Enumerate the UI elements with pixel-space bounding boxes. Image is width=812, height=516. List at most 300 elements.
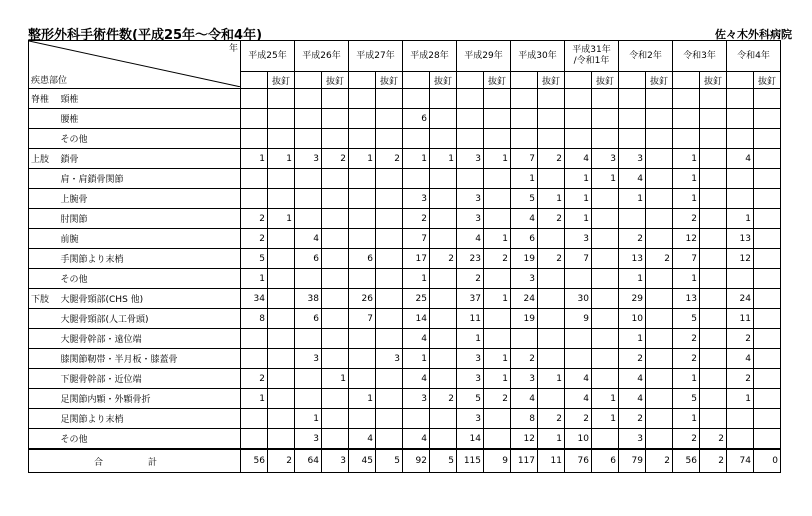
count-cell: [727, 409, 754, 429]
year-header: 平成29年: [457, 41, 511, 72]
count-cell: 13: [673, 289, 700, 309]
count-cell: [241, 129, 268, 149]
count-cell: 4: [403, 429, 430, 450]
nail-removal-cell: [646, 229, 673, 249]
nail-removal-cell: 3: [592, 149, 619, 169]
count-cell: 4: [565, 149, 592, 169]
nail-removal-cell: [700, 229, 727, 249]
count-cell: 4: [727, 349, 754, 369]
count-cell: [295, 269, 322, 289]
count-cell: [565, 269, 592, 289]
count-cell: [511, 329, 538, 349]
count-cell: 6: [295, 309, 322, 329]
year-header: 平成30年: [511, 41, 565, 72]
count-cell: 5: [241, 249, 268, 269]
part-label: 上腕骨: [59, 189, 241, 209]
nail-removal-cell: [484, 409, 511, 429]
part-label: その他: [59, 129, 241, 149]
nail-removal-cell: [700, 169, 727, 189]
nail-removal-cell: [646, 329, 673, 349]
part-label: その他: [59, 269, 241, 289]
count-cell: 1: [673, 169, 700, 189]
total-count-cell: 45: [349, 449, 376, 473]
count-cell: [457, 109, 484, 129]
nail-removal-cell: [754, 389, 781, 409]
nail-removal-cell: 1: [592, 409, 619, 429]
count-cell: [403, 129, 430, 149]
count-cell: [403, 89, 430, 109]
count-cell: 7: [349, 309, 376, 329]
count-cell: [727, 129, 754, 149]
nail-removal-cell: [322, 289, 349, 309]
count-cell: 2: [241, 229, 268, 249]
count-cell: 4: [349, 429, 376, 450]
count-cell: 1: [565, 169, 592, 189]
nail-removal-cell: [538, 389, 565, 409]
count-cell: 4: [565, 389, 592, 409]
total-nail-removal-cell: 11: [538, 449, 565, 473]
nail-removal-cell: [430, 269, 457, 289]
count-cell: 2: [673, 349, 700, 369]
nail-removal-cell: [754, 329, 781, 349]
count-cell: 1: [673, 269, 700, 289]
total-nail-removal-cell: 0: [754, 449, 781, 473]
count-cell: [727, 189, 754, 209]
count-cell: [349, 269, 376, 289]
nail-removal-cell: [754, 409, 781, 429]
count-cell: 3: [619, 429, 646, 450]
count-cell: [619, 109, 646, 129]
nail-removal-cell: [322, 249, 349, 269]
region-label: [29, 429, 59, 450]
nail-removal-cell: [538, 229, 565, 249]
count-cell: 1: [241, 389, 268, 409]
nail-removal-cell: 2: [646, 249, 673, 269]
nail-removal-cell: [700, 189, 727, 209]
count-cell: [727, 269, 754, 289]
nail-removal-cell: 2: [538, 149, 565, 169]
count-cell: 1: [403, 269, 430, 289]
count-cell: 34: [241, 289, 268, 309]
nail-removal-cell: [430, 169, 457, 189]
nail-removal-cell: [700, 89, 727, 109]
nail-removal-cell: [376, 269, 403, 289]
table-row: [29, 129, 781, 149]
nail-removal-cell: [700, 209, 727, 229]
count-cell: 2: [511, 349, 538, 369]
nail-removal-cell: [538, 329, 565, 349]
nail-removal-cell: 1: [592, 169, 619, 189]
count-cell: [403, 169, 430, 189]
nail-removal-cell: [538, 89, 565, 109]
hospital-name: 佐々木外科病院: [715, 28, 792, 41]
total-count-cell: 76: [565, 449, 592, 473]
nail-removal-cell: 1: [538, 189, 565, 209]
nail-removal-cell: [754, 149, 781, 169]
count-cell: 3: [457, 149, 484, 169]
region-label: [29, 369, 59, 389]
nail-removal-cell: [700, 289, 727, 309]
year-header: 令和3年: [673, 41, 727, 72]
nail-removal-cell: [268, 229, 295, 249]
count-cell: 6: [511, 229, 538, 249]
count-cell: 3: [457, 349, 484, 369]
count-cell: 1: [241, 269, 268, 289]
nail-removal-cell: [322, 229, 349, 249]
nail-removal-cell: [322, 109, 349, 129]
part-label: その他: [59, 429, 241, 450]
count-cell: 3: [511, 369, 538, 389]
count-cell: 1: [349, 149, 376, 169]
count-cell: 3: [295, 349, 322, 369]
count-cell: [295, 209, 322, 229]
part-label: 膝関節靭帯・半月板・膝蓋骨: [59, 349, 241, 369]
count-cell: 4: [511, 389, 538, 409]
nail-removal-cell: [700, 389, 727, 409]
nail-removal-cell: [376, 209, 403, 229]
count-cell: 1: [241, 149, 268, 169]
count-cell: [457, 89, 484, 109]
nail-removal-cell: [538, 289, 565, 309]
count-cell: [727, 429, 754, 450]
count-cell: 6: [295, 249, 322, 269]
table-row: [29, 289, 781, 309]
count-subheader: [673, 72, 700, 89]
count-cell: [295, 129, 322, 149]
nail-removal-cell: [646, 409, 673, 429]
count-cell: 12: [511, 429, 538, 450]
nail-removal-cell: 1: [484, 349, 511, 369]
nail-removal-cell: [592, 269, 619, 289]
count-subheader: [295, 72, 322, 89]
count-cell: [727, 89, 754, 109]
nail-removal-cell: [322, 189, 349, 209]
part-label: 前腕: [59, 229, 241, 249]
nail-removal-cell: 1: [430, 149, 457, 169]
table-row: [29, 269, 781, 289]
nail-removal-cell: [268, 389, 295, 409]
count-subheader: [619, 72, 646, 89]
nail-removal-cell: 2: [484, 249, 511, 269]
nail-removal-cell: [592, 429, 619, 450]
count-cell: [349, 189, 376, 209]
count-cell: 7: [511, 149, 538, 169]
count-cell: 2: [619, 229, 646, 249]
nail-removal-cell: [376, 129, 403, 149]
nail-removal-cell: [646, 289, 673, 309]
table-row: [29, 409, 781, 429]
count-cell: [727, 169, 754, 189]
nail-removal-cell: [646, 309, 673, 329]
count-cell: 3: [457, 409, 484, 429]
count-cell: 4: [619, 369, 646, 389]
count-cell: 25: [403, 289, 430, 309]
count-cell: 1: [565, 189, 592, 209]
year-header: 平成28年: [403, 41, 457, 72]
nail-removal-cell: [700, 349, 727, 369]
count-cell: 14: [457, 429, 484, 450]
count-cell: 1: [673, 409, 700, 429]
surgery-count-table: [28, 40, 781, 473]
nail-removal-cell: 1: [538, 369, 565, 389]
region-label: [29, 129, 59, 149]
nail-removal-cell: [538, 169, 565, 189]
nail-removal-cell: [646, 129, 673, 149]
total-count-cell: 64: [295, 449, 322, 473]
nail-removal-cell: 1: [592, 389, 619, 409]
total-count-cell: 117: [511, 449, 538, 473]
total-count-cell: 56: [673, 449, 700, 473]
nail-removal-cell: [754, 169, 781, 189]
nail-removal-cell: [646, 269, 673, 289]
count-cell: [349, 369, 376, 389]
count-cell: 2: [403, 209, 430, 229]
nail-removal-cell: [754, 249, 781, 269]
nail-removal-subheader: 抜釘: [754, 72, 781, 89]
table-row: [29, 169, 781, 189]
total-count-cell: 92: [403, 449, 430, 473]
count-cell: [673, 109, 700, 129]
table-row: [29, 309, 781, 329]
count-cell: 2: [727, 329, 754, 349]
nail-removal-cell: [646, 389, 673, 409]
nail-removal-cell: [268, 369, 295, 389]
nail-removal-cell: [376, 249, 403, 269]
table-row: [29, 149, 781, 169]
nail-removal-cell: [754, 349, 781, 369]
table-row: [29, 209, 781, 229]
region-label: [29, 189, 59, 209]
nail-removal-cell: [646, 189, 673, 209]
nail-removal-cell: [322, 429, 349, 450]
count-cell: 4: [619, 169, 646, 189]
nail-removal-cell: [754, 89, 781, 109]
total-nail-removal-cell: 6: [592, 449, 619, 473]
count-cell: [619, 209, 646, 229]
nail-removal-cell: [754, 209, 781, 229]
count-cell: 7: [565, 249, 592, 269]
nail-removal-subheader: 抜釘: [592, 72, 619, 89]
year-header: 令和4年: [727, 41, 781, 72]
nail-removal-cell: [268, 89, 295, 109]
nail-removal-subheader: 抜釘: [376, 72, 403, 89]
count-cell: 1: [619, 329, 646, 349]
nail-removal-cell: [268, 429, 295, 450]
count-cell: 1: [349, 389, 376, 409]
count-cell: 1: [565, 209, 592, 229]
nail-removal-cell: [376, 229, 403, 249]
count-cell: [295, 369, 322, 389]
total-nail-removal-cell: 9: [484, 449, 511, 473]
table-row: [29, 389, 781, 409]
count-cell: 5: [511, 189, 538, 209]
year-header: 平成26年: [295, 41, 349, 72]
nail-removal-cell: [538, 129, 565, 149]
nail-removal-cell: [430, 229, 457, 249]
count-cell: 13: [727, 229, 754, 249]
count-cell: 3: [295, 149, 322, 169]
nail-removal-subheader: 抜釘: [322, 72, 349, 89]
table-row: [29, 249, 781, 269]
nail-removal-cell: [700, 109, 727, 129]
count-cell: [295, 329, 322, 349]
nail-removal-cell: [430, 329, 457, 349]
nail-removal-subheader: 抜釘: [430, 72, 457, 89]
count-cell: 6: [349, 249, 376, 269]
nail-removal-cell: 2: [538, 209, 565, 229]
total-nail-removal-cell: 2: [700, 449, 727, 473]
nail-removal-cell: [646, 169, 673, 189]
nail-removal-cell: [754, 129, 781, 149]
count-cell: 37: [457, 289, 484, 309]
count-subheader: [565, 72, 592, 89]
count-cell: [565, 129, 592, 149]
region-label: 脊椎: [29, 89, 59, 109]
nail-removal-cell: [430, 349, 457, 369]
header-corner: [29, 41, 241, 89]
nail-removal-cell: [322, 329, 349, 349]
nail-removal-cell: [538, 109, 565, 129]
count-cell: [241, 189, 268, 209]
count-subheader: [727, 72, 754, 89]
count-cell: 1: [727, 209, 754, 229]
page-title: 整形外科手術件数(平成25年～令和4年): [28, 28, 263, 43]
nail-removal-cell: [484, 309, 511, 329]
count-cell: 5: [673, 389, 700, 409]
count-cell: 2: [241, 209, 268, 229]
count-subheader: [403, 72, 430, 89]
nail-removal-cell: [268, 249, 295, 269]
nail-removal-cell: [376, 289, 403, 309]
nail-removal-cell: [484, 329, 511, 349]
count-cell: 11: [727, 309, 754, 329]
nail-removal-cell: [484, 129, 511, 149]
nail-removal-cell: 2: [484, 389, 511, 409]
nail-removal-subheader: 抜釘: [268, 72, 295, 89]
nail-removal-cell: [754, 189, 781, 209]
count-cell: 4: [619, 389, 646, 409]
count-cell: [619, 129, 646, 149]
count-cell: 17: [403, 249, 430, 269]
nail-removal-cell: 1: [268, 149, 295, 169]
count-cell: 2: [619, 349, 646, 369]
table-row: [29, 89, 781, 109]
count-cell: 6: [403, 109, 430, 129]
count-cell: 30: [565, 289, 592, 309]
count-cell: 2: [673, 209, 700, 229]
nail-removal-cell: [322, 409, 349, 429]
nail-removal-cell: [376, 329, 403, 349]
nail-removal-cell: 2: [430, 249, 457, 269]
count-cell: 2: [673, 329, 700, 349]
count-cell: 5: [673, 309, 700, 329]
nail-removal-cell: [754, 289, 781, 309]
region-label: [29, 329, 59, 349]
nail-removal-cell: [376, 89, 403, 109]
year-header: 平成25年: [241, 41, 295, 72]
count-cell: 10: [619, 309, 646, 329]
part-axis-label: 疾患部位: [31, 76, 68, 86]
count-cell: 3: [457, 189, 484, 209]
nail-removal-cell: [376, 369, 403, 389]
count-cell: [619, 89, 646, 109]
count-cell: 3: [403, 389, 430, 409]
count-cell: [349, 109, 376, 129]
count-cell: [241, 109, 268, 129]
count-cell: 8: [511, 409, 538, 429]
nail-removal-cell: [376, 409, 403, 429]
nail-removal-cell: 1: [484, 149, 511, 169]
nail-removal-cell: [484, 209, 511, 229]
nail-removal-cell: [430, 409, 457, 429]
nail-removal-cell: [322, 169, 349, 189]
count-cell: 2: [565, 409, 592, 429]
nail-removal-cell: [376, 189, 403, 209]
nail-removal-cell: [268, 129, 295, 149]
nail-removal-cell: [268, 329, 295, 349]
count-cell: [457, 129, 484, 149]
nail-removal-cell: [700, 409, 727, 429]
count-cell: [349, 169, 376, 189]
nail-removal-cell: 3: [376, 349, 403, 369]
nail-removal-cell: [592, 249, 619, 269]
count-cell: [295, 109, 322, 129]
part-label: 頸椎: [59, 89, 241, 109]
nail-removal-cell: [430, 129, 457, 149]
nail-removal-cell: 1: [322, 369, 349, 389]
count-cell: 2: [727, 369, 754, 389]
nail-removal-cell: [592, 229, 619, 249]
count-cell: 9: [565, 309, 592, 329]
count-cell: [241, 169, 268, 189]
nail-removal-cell: [430, 209, 457, 229]
nail-removal-cell: [754, 229, 781, 249]
count-cell: [403, 409, 430, 429]
count-cell: 1: [403, 149, 430, 169]
count-cell: 24: [727, 289, 754, 309]
nail-removal-cell: [268, 169, 295, 189]
count-cell: [295, 169, 322, 189]
count-cell: 5: [457, 389, 484, 409]
count-cell: 2: [673, 429, 700, 450]
table-row: [29, 189, 781, 209]
count-cell: 2: [241, 369, 268, 389]
nail-removal-cell: [322, 269, 349, 289]
count-cell: [727, 109, 754, 129]
count-cell: 3: [511, 269, 538, 289]
nail-removal-cell: [484, 189, 511, 209]
table-row: [29, 329, 781, 349]
nail-removal-cell: [484, 89, 511, 109]
nail-removal-subheader: 抜釘: [646, 72, 673, 89]
nail-removal-cell: [268, 109, 295, 129]
count-cell: 12: [727, 249, 754, 269]
nail-removal-cell: [268, 309, 295, 329]
nail-removal-cell: [592, 189, 619, 209]
nail-removal-cell: 1: [268, 209, 295, 229]
nail-removal-cell: 1: [484, 229, 511, 249]
region-label: [29, 229, 59, 249]
nail-removal-cell: [592, 369, 619, 389]
count-cell: [511, 129, 538, 149]
nail-removal-cell: [646, 149, 673, 169]
nail-removal-cell: [592, 209, 619, 229]
nail-removal-cell: [268, 409, 295, 429]
nail-removal-cell: [376, 429, 403, 450]
count-cell: 4: [511, 209, 538, 229]
count-cell: 2: [457, 269, 484, 289]
nail-removal-cell: [484, 269, 511, 289]
